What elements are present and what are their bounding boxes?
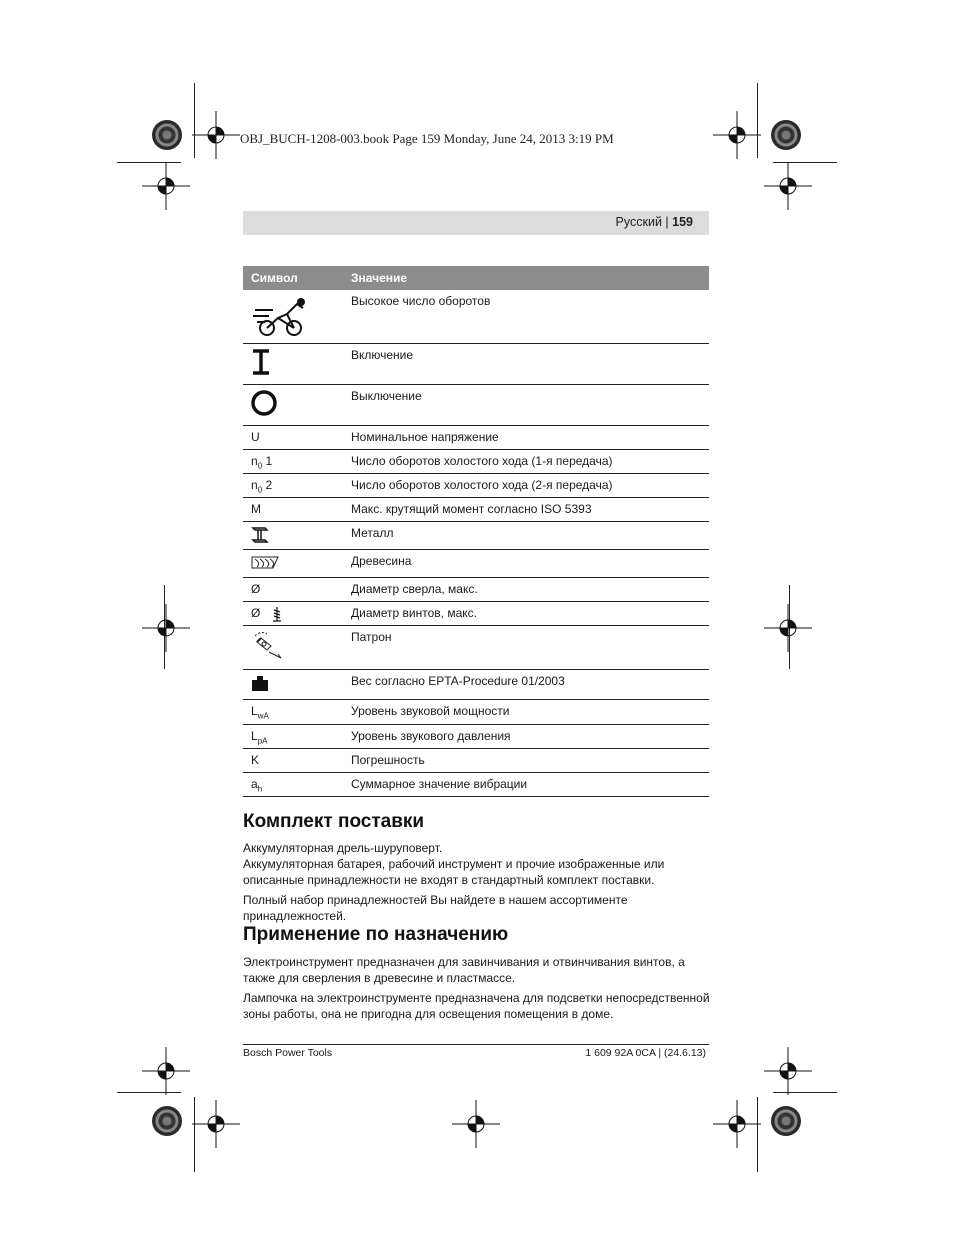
table-row — [243, 521, 709, 549]
meaning-cell: Номинальное напряжение — [343, 425, 709, 449]
symbol-cell: $n_0$ 2 — [243, 473, 343, 497]
symbol-cell — [243, 669, 343, 699]
column-header-meaning: Значение — [343, 266, 709, 290]
table-row — [243, 343, 709, 384]
meaning-cell: Древесина — [343, 549, 709, 577]
meaning-cell: Макс. крутящий момент согласно ISO 5393 — [343, 497, 709, 521]
meaning-cell: Диаметр винтов, макс. — [343, 601, 709, 625]
paragraph: Электроинструмент предназначен для завинчивания и отвинчивания винтов, а также для сверления в древесине и пластмассе. — [243, 955, 685, 985]
language-bar — [243, 211, 709, 235]
page-number: 159 — [672, 215, 693, 229]
table-header-row — [243, 266, 709, 290]
symbols-table — [243, 266, 709, 797]
footer-doc-number: 1 609 92A 0CA | (24.6.13) — [585, 1047, 706, 1059]
registration-mark-icon — [142, 604, 190, 652]
meaning-cell: Число оборотов холостого хода (2-я передача) — [343, 473, 709, 497]
page-label: Русский | 159 — [615, 215, 693, 229]
chuck-icon — [251, 630, 287, 662]
meaning-cell: Диаметр сверла, макс. — [343, 577, 709, 601]
symbol-cell: $n_0$ 1 — [243, 449, 343, 473]
footer-divider — [243, 1044, 709, 1045]
symbol-cell: Ø — [243, 601, 343, 625]
table-row — [243, 290, 709, 343]
meaning-cell: Суммарное значение вибрации — [343, 772, 709, 796]
meaning-cell: Вес согласно EPTA-Procedure 01/2003 — [343, 669, 709, 699]
symbol-cell: U — [243, 425, 343, 449]
symbol-cell — [243, 343, 343, 384]
symbol-cell — [243, 625, 343, 669]
registration-mark-icon — [452, 1100, 500, 1148]
symbol-cell — [243, 549, 343, 577]
color-rosette-icon — [152, 1106, 182, 1136]
meaning-cell: Погрешность — [343, 748, 709, 772]
symbol-cell: $a_h$ — [243, 772, 343, 796]
meaning-cell: Уровень звуковой мощности — [343, 699, 709, 724]
registration-mark-icon — [764, 1047, 812, 1095]
color-rosette-icon — [152, 120, 182, 150]
table-row — [243, 549, 709, 577]
paragraph: Аккумуляторная дрель-шуруповерт. — [243, 841, 443, 855]
color-rosette-icon — [771, 1106, 801, 1136]
table-row — [243, 772, 709, 796]
symbol-cell: Ø — [243, 577, 343, 601]
table-row — [243, 601, 709, 625]
symbol-cell — [243, 384, 343, 425]
table-row — [243, 577, 709, 601]
table-row — [243, 669, 709, 699]
wood-icon — [251, 554, 279, 570]
registration-mark-icon — [192, 1100, 240, 1148]
section-heading-intended-use: Применение по назначению — [243, 924, 509, 945]
table-row — [243, 449, 709, 473]
print-header: OBJ_BUCH-1208-003.book Page 159 Monday, June 24, 2013 3:19 PM — [240, 131, 614, 146]
meaning-cell: Высокое число оборотов — [343, 290, 709, 343]
power-on-icon — [251, 348, 273, 376]
registration-mark-icon — [713, 111, 761, 159]
metal-beam-icon — [251, 526, 269, 544]
section-body-delivery — [243, 840, 713, 928]
paragraph: Полный набор принадлежностей Вы найдете в нашем ассортименте принадлежностей. — [243, 893, 628, 923]
footer-brand: Bosch Power Tools — [243, 1047, 333, 1059]
table-row — [243, 425, 709, 449]
section-heading-delivery: Комплект поставки — [243, 811, 425, 832]
section-body-intended-use — [243, 954, 713, 1026]
registration-mark-icon — [713, 1100, 761, 1148]
symbol-cell: $L_{pA}$ — [243, 724, 343, 748]
table-row — [243, 497, 709, 521]
paragraph: Аккумуляторная батарея, рабочий инструмент и прочие изображенные или описанные принадлежности не входят в стандартный комплект поставки. — [243, 857, 665, 887]
weight-icon — [251, 674, 269, 692]
table-row — [243, 724, 709, 748]
registration-mark-icon — [764, 162, 812, 210]
meaning-cell: Число оборотов холостого хода (1-я передача) — [343, 449, 709, 473]
language-label: Русский — [615, 215, 662, 229]
symbol-cell: $L_{wA}$ — [243, 699, 343, 724]
column-header-symbol: Символ — [243, 266, 343, 290]
table-row — [243, 748, 709, 772]
table-row — [243, 699, 709, 724]
power-off-icon — [251, 389, 279, 417]
color-rosette-icon — [771, 120, 801, 150]
registration-mark-icon — [764, 604, 812, 652]
symbol-cell: K — [243, 748, 343, 772]
symbol-cell — [243, 521, 343, 549]
meaning-cell: Уровень звукового давления — [343, 724, 709, 748]
symbol-cell: M — [243, 497, 343, 521]
meaning-cell: Металл — [343, 521, 709, 549]
table-row — [243, 473, 709, 497]
high-speed-cyclist-icon — [251, 296, 313, 338]
table-row — [243, 384, 709, 425]
registration-mark-icon — [142, 1047, 190, 1095]
meaning-cell: Включение — [343, 343, 709, 384]
registration-mark-icon — [142, 162, 190, 210]
screw-icon — [272, 606, 282, 622]
registration-mark-icon — [192, 111, 240, 159]
symbol-cell — [243, 290, 343, 343]
paragraph: Лампочка на электроинструменте предназначена для подсветки непосредственной зоны работы, она не пригодна для освещения помещения в доме. — [243, 991, 710, 1021]
meaning-cell: Патрон — [343, 625, 709, 669]
meaning-cell: Выключение — [343, 384, 709, 425]
table-row — [243, 625, 709, 669]
